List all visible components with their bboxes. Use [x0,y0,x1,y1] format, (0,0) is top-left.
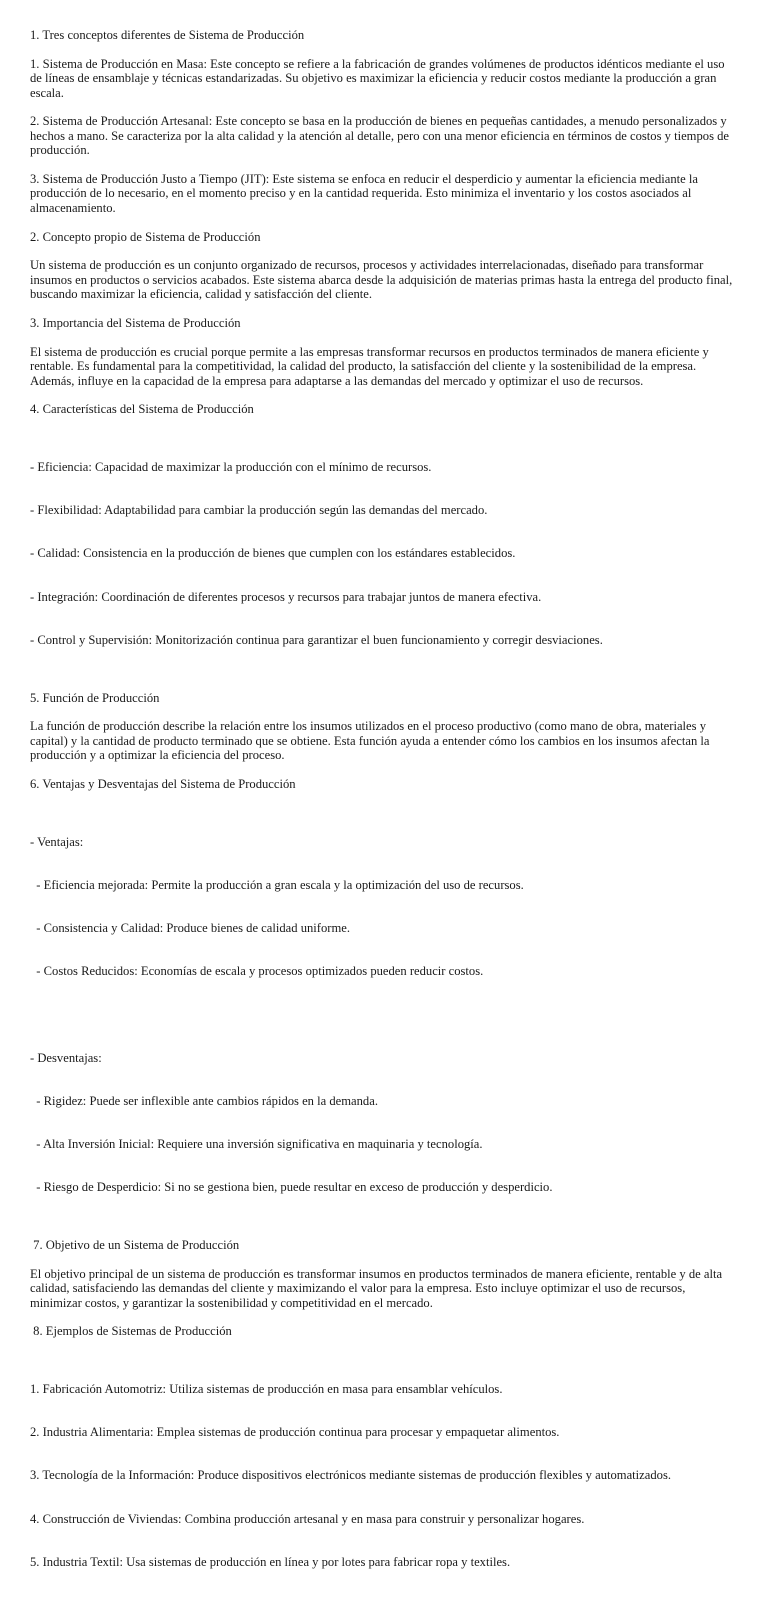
paragraph: Un sistema de producción es un conjunto organizado de recursos, procesos y actividades interrelacionadas, diseñado para transformar insumos en productos o servicios acabados. Este sistema abarca desde la adquisición de materias primas hasta la entrega del producto final, buscando maximizar la eficiencia, calidad y satisfacción del cliente. [30,258,736,302]
section-heading: 5. Función de Producción [30,690,160,705]
list-item: 4. Construcción de Viviendas: Combina producción artesanal y en masa para construir y personalizar hogares. [30,1511,585,1526]
section-heading: 7. Objetivo de un Sistema de Producción [30,1237,240,1252]
paragraph: 1. Sistema de Producción en Masa: Este concepto se refiere a la fabricación de grandes volúmenes de productos idénticos mediante el uso de líneas de ensamblaje y técnicas estandarizadas. Su objetivo es maximizar la eficiencia y reducir costos mediante la producción a gran escala. [30,56,728,100]
list-item: - Rigidez: Puede ser inflexible ante cambios rápidos en la demanda. [30,1093,378,1108]
section-heading: 6. Ventajas y Desventajas del Sistema de Producción [30,776,296,791]
list-item: - Desventajas: [30,1050,102,1065]
section-heading: 1. Tres conceptos diferentes de Sistema de Producción [30,28,305,42]
section-heading: 3. Importancia del Sistema de Producción [30,316,241,331]
list-item: - Eficiencia: Capacidad de maximizar la producción con el mínimo de recursos. [30,460,432,475]
list-item: 1. Fabricación Automotriz: Utiliza sistemas de producción en masa para ensamblar vehículos. [30,1381,503,1396]
section-heading: 8. Ejemplos de Sistemas de Producción [30,1324,232,1339]
characteristics-list [30,431,738,676]
list-item: 5. Industria Textil: Usa sistemas de producción en línea y por lotes para fabricar ropa y textiles. [30,1554,511,1569]
advantages-list [30,806,738,1008]
list-item: - Control y Supervisión: Monitorización continua para garantizar el buen funcionamiento y corregir desviaciones. [30,632,603,647]
list-item: - Ventajas: [30,834,84,849]
list-item: - Costos Reducidos: Economías de escala y procesos optimizados pueden reducir costos. [30,964,484,979]
paragraph: 3. Sistema de Producción Justo a Tiempo (JIT): Este sistema se enfoca en reducir el desperdicio y aumentar la eficiencia mediante la producción de lo necesario, en el momento preciso y en la cantidad requerida. Esto minimiza el inventario y los costos asociados al almacenamiento. [30,172,702,215]
list-item: - Alta Inversión Inicial: Requiere una inversión significativa en maquinaria y tecnología. [30,1137,483,1152]
list-item: - Flexibilidad: Adaptabilidad para cambiar la producción según las demandas del mercado. [30,503,488,518]
list-item: 3. Tecnología de la Información: Produce dispositivos electrónicos mediante sistemas de producción flexibles y automatizados. [30,1468,671,1483]
list-item: - Integración: Coordinación de diferentes procesos y recursos para trabajar juntos de manera efectiva. [30,589,542,604]
list-item: - Riesgo de Desperdicio: Si no se gestiona bien, puede resultar en exceso de producción y desperdicio. [30,1180,553,1195]
list-item: 2. Industria Alimentaria: Emplea sistemas de producción continua para procesar y empaquetar alimentos. [30,1425,560,1440]
paragraph: El objetivo principal de un sistema de producción es transformar insumos en productos terminados de manera eficiente, rentable y de alta calidad, satisfaciendo las demandas del cliente y maximizando el valor para la empresa. Esto incluye optimizar el uso de recursos, minimizar costos, y garantizar la sostenibilidad y competitividad en el mercado. [30,1266,726,1310]
paragraph: 2. Sistema de Producción Artesanal: Este concepto se basa en la producción de bienes en pequeñas cantidades, a menudo personalizados y hechos a mano. Se caracteriza por la alta calidad y la atención al detalle, pero con una menor eficiencia en términos de costos y tiempos de producción. [30,114,733,158]
section-heading: 4. Características del Sistema de Producción [30,402,254,417]
disadvantages-list [30,1022,738,1224]
section-heading: 2. Concepto propio de Sistema de Producción [30,229,261,244]
paragraph: La función de producción describe la relación entre los insumos utilizados en el proceso productivo (como mano de obra, materiales y capital) y la cantidad de producto terminado que se obtiene. Esta función ayuda a entender cómo los cambios en los insumos afectan la producción y a optimizar la eficiencia del proceso. [30,719,713,763]
paragraph: El sistema de producción es crucial porque permite a las empresas transformar recursos en productos terminados de manera eficiente y rentable. Es fundamental para la competitividad, la calidad del producto, la satisfacción del cliente y la sostenibilidad de la empresa. Además, influye en la capacidad de la empresa para adaptarse a las demandas del mercado y optimizar el uso de recursos. [30,344,712,388]
list-item: - Consistencia y Calidad: Produce bienes de calidad uniforme. [30,920,351,935]
examples-list [30,1353,738,1598]
list-item: - Eficiencia mejorada: Permite la producción a gran escala y la optimización del uso de recursos. [30,877,524,892]
list-item: - Calidad: Consistencia en la producción de bienes que cumplen con los estándares establecidos. [30,546,516,561]
